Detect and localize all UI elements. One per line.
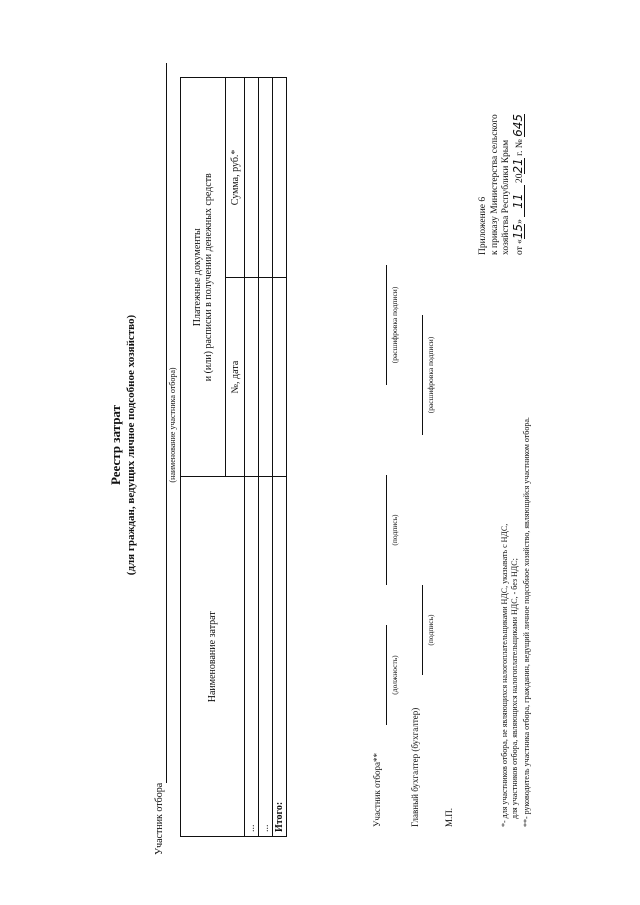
table-cell	[245, 277, 259, 477]
table-cell	[259, 477, 273, 837]
participant-label: Участник отбора	[154, 782, 165, 855]
appendix-line-2: к приказу Министерства сельского	[489, 114, 500, 255]
position-caption: (должность)	[390, 655, 399, 695]
footnote-2: **- руководитель участника отбора, гражданин, ведущий личное подсобное хозяйство, являющийся участником отбора.	[522, 417, 531, 827]
date-prefix: от «	[514, 239, 525, 255]
table-cell	[273, 277, 287, 477]
accountant-label: Главный бухгалтер (бухгалтер)	[410, 707, 420, 827]
header-cost-name-text: Наименование затрат	[207, 611, 218, 703]
table-cell	[245, 477, 259, 837]
signature-caption: (подпись)	[390, 514, 399, 546]
header-sum-text: Сумма, руб.*	[229, 149, 241, 206]
table-cell	[259, 78, 273, 278]
row-placeholder: ...	[246, 824, 257, 832]
header-no-date-text: №, дата	[229, 360, 241, 394]
table-cell	[245, 78, 259, 278]
document-title: Реестр затрат	[108, 405, 123, 485]
accountant-decoding-line	[422, 315, 423, 435]
table-total-row	[273, 78, 287, 837]
signature-line	[386, 475, 387, 585]
date-year: 21	[510, 158, 525, 174]
total-label: Итого:	[274, 801, 285, 832]
date-day: 15	[510, 223, 525, 240]
footnote-1-line-1: *- для участников отбора, не являющихся налогоплательщиками НДС, указывать с НДС,	[500, 523, 509, 827]
header-no-date	[226, 277, 245, 477]
position-line	[386, 625, 387, 725]
decoding-line	[386, 265, 387, 385]
order-number: 645	[510, 113, 525, 137]
participant-caption: (наименование участника отбора)	[168, 367, 177, 483]
stamp-mark: М.П.	[444, 807, 454, 827]
appendix-date-line	[510, 113, 527, 255]
participant-name-line	[166, 63, 167, 783]
header-payment-docs	[181, 78, 226, 477]
table-header-row	[181, 78, 226, 837]
total-label-cell	[273, 477, 287, 837]
appendix-block	[478, 114, 526, 255]
costs-register-table	[180, 77, 287, 837]
appendix-line-1: Приложение 6	[478, 196, 488, 255]
table-cell	[259, 277, 273, 477]
year-prefix: 20	[514, 173, 525, 186]
footnote-1-line-2: для участников отбора, являющихся налогоплательщиками НДС, - без НДС;	[510, 558, 519, 819]
appendix-line-3: хозяйства Республики Крым	[501, 139, 511, 255]
header-cost-name	[181, 477, 245, 837]
participant-signatory-label: Участник отбора**	[372, 753, 382, 827]
accountant-signature-line	[422, 585, 423, 675]
row-placeholder: ...	[260, 824, 271, 832]
document-subtitle: (для граждан, ведущих личное подсобное хозяйство)	[125, 314, 137, 576]
date-mid: »	[514, 216, 525, 224]
accountant-signature-caption: (подпись)	[426, 614, 435, 646]
table-row	[259, 78, 273, 837]
header-payment-docs-line1: Платежные документы	[192, 228, 203, 327]
date-month: 11	[513, 185, 526, 216]
header-payment-docs-line2: и (или) расписки в получении денежных средств	[203, 173, 214, 382]
number-prefix: г. №	[514, 136, 525, 159]
accountant-decoding-caption: (расшифровка подписи)	[426, 336, 435, 414]
table-cell	[273, 78, 287, 278]
table-row	[245, 78, 259, 837]
header-sum	[226, 78, 245, 278]
decoding-caption: (расшифровка подписи)	[390, 286, 399, 364]
